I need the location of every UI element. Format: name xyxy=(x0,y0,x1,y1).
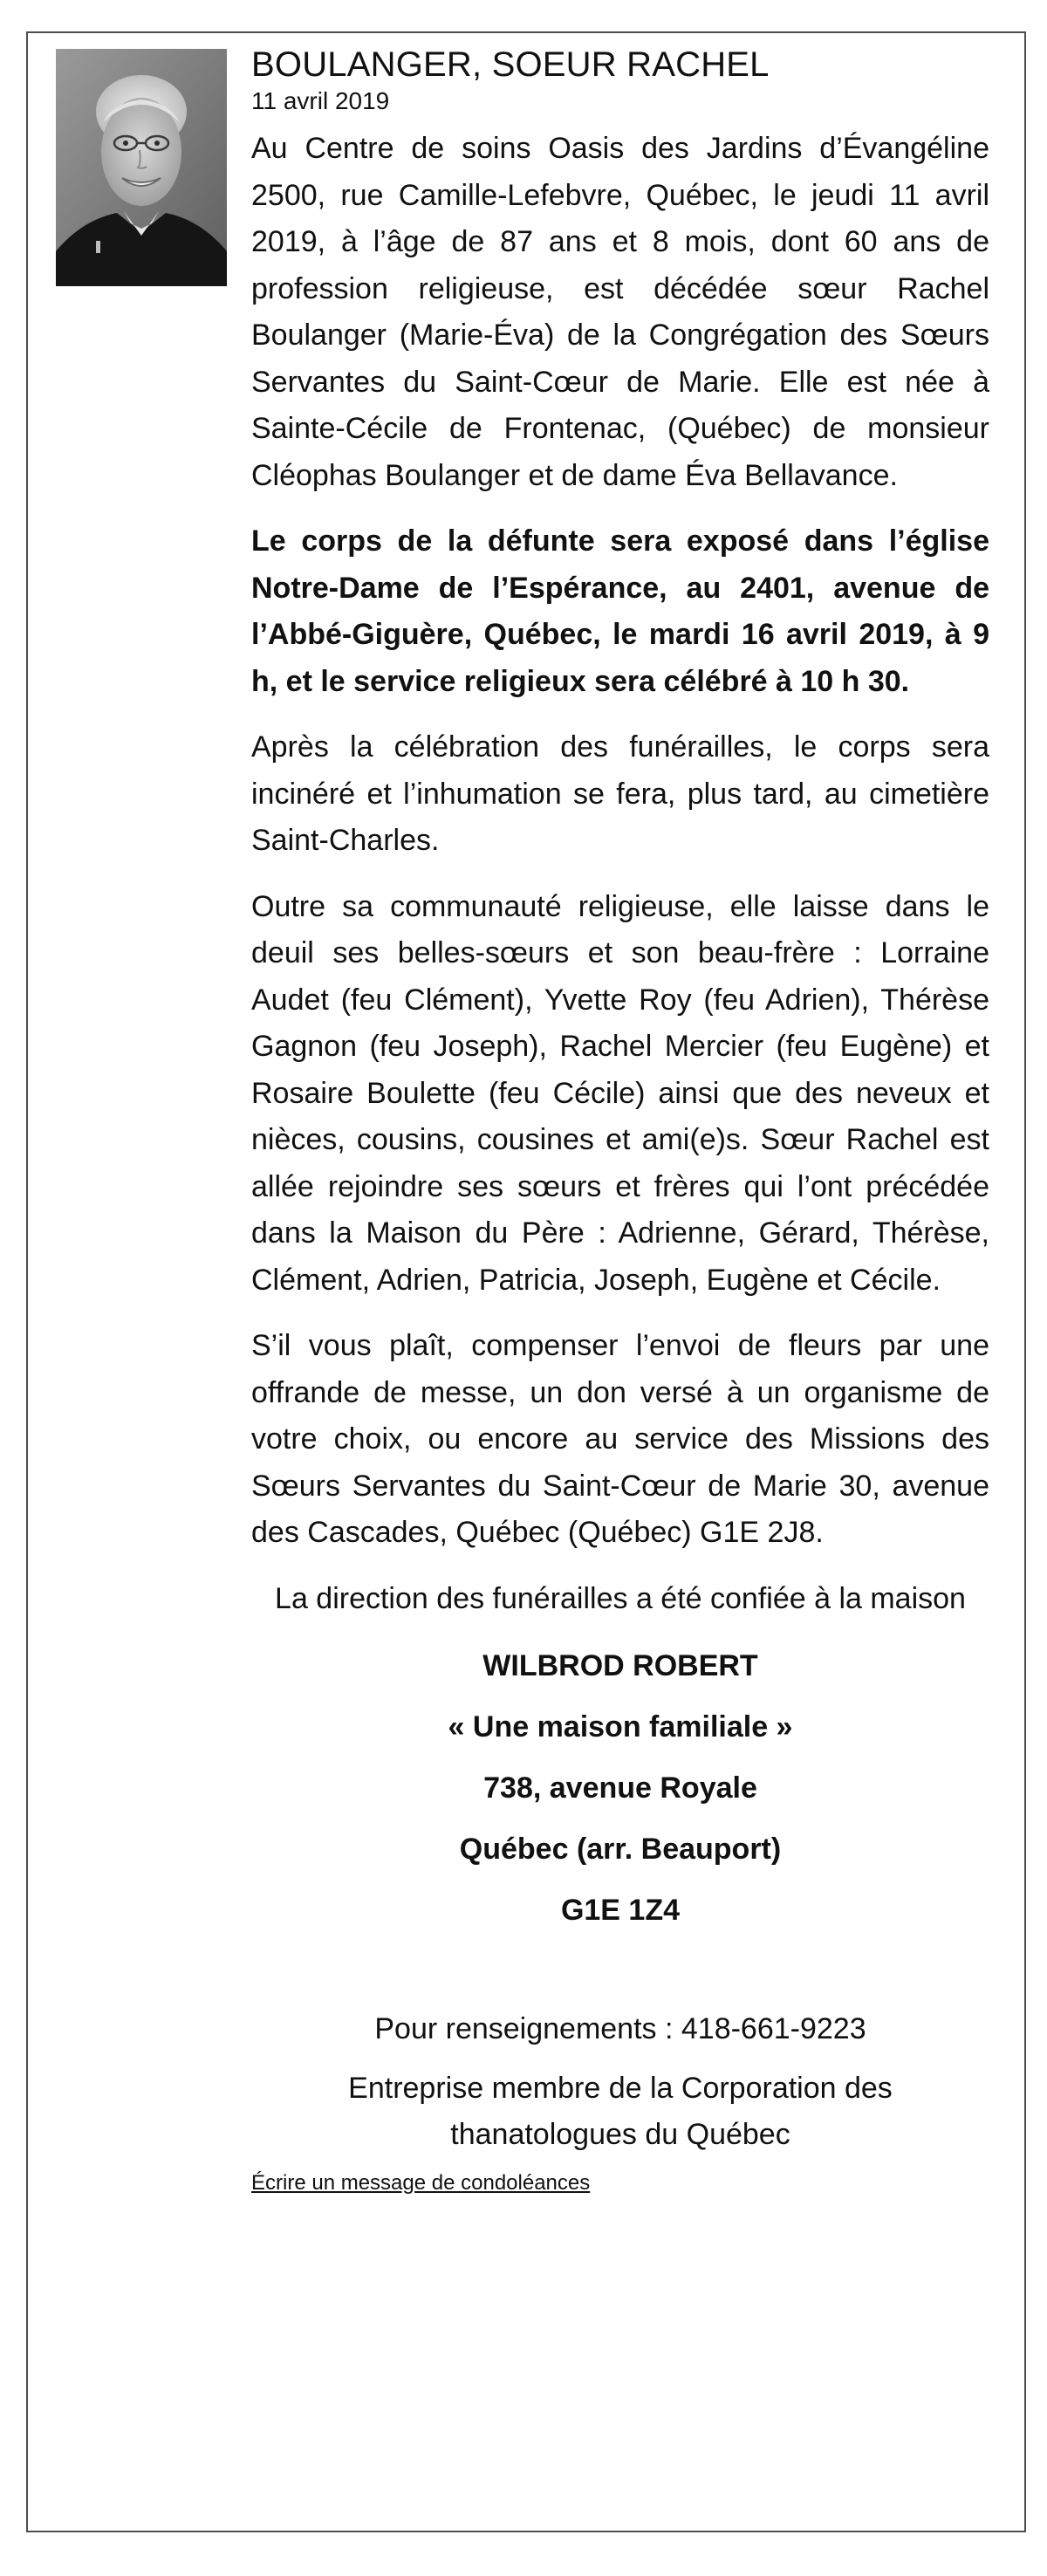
deceased-name: BOULANGER, SOEUR RACHEL xyxy=(251,45,770,84)
publication-date: 11 avril 2019 xyxy=(251,87,390,114)
funeral-home-name: WILBROD ROBERT xyxy=(482,1648,758,1682)
funeral-home-street: 738, avenue Royale xyxy=(483,1771,757,1805)
exposure-paragraph: Le corps de la défunte sera exposé dans l’église Notre-Dame de l’Espérance, au 2401, avenue de l’Abbé-Giguère, Québec, le mardi 16 avril 2019, à 9 h, et le service religieux sera célébré à 10 h 30. xyxy=(251,524,989,698)
death-paragraph: Au Centre de soins Oasis des Jardins d’Évangéline 2500, rue Camille-Lefebvre, Québec, le jeudi 11 avril 2019, à l’âge de 87 ans et 8 mois, dont 60 ans de profession religieuse, est décédée sœur Rachel Boulanger (Marie-Éva) de la Congrégation des Sœurs Servantes du Saint-Cœur de Marie. Elle est née à Sainte-Cécile de Frontenac, (Québec) de monsieur Cléophas Boulanger et de dame Éva Bellavance. xyxy=(251,132,989,492)
funeral-home-slogan: « Une maison familiale » xyxy=(448,1709,793,1744)
burial-paragraph: Après la célébration des funérailles, le corps sera incinéré et l’inhumation se fera, plus tard, au cimetière Saint-Charles. xyxy=(251,730,989,857)
info-phone: Pour renseignements : 418-661-9223 xyxy=(374,2011,866,2045)
portrait-photo xyxy=(56,49,227,286)
corporation-membership: Entreprise membre de la Corporation des thanatologues du Québec xyxy=(348,2071,893,2151)
obituary-content xyxy=(251,44,989,2196)
funeral-home-postal-code: G1E 1Z4 xyxy=(560,1893,681,1927)
funeral-home-city: Québec (arr. Beauport) xyxy=(459,1832,782,1866)
family-paragraph: Outre sa communauté religieuse, elle laisse dans le deuil ses belles-sœurs et son beau-frère : Lorraine Audet (feu Clément), Yvette Roy (feu Adrien), Thérèse Gagnon (feu Joseph), Rachel Mercier (feu Eugène) et Rosaire Boulette (feu Cécile) ainsi que des neveux et nièces, cousins, cousines et ami(e)s. Sœur Rachel est allée rejoindre ses sœurs et frères qui l’ont précédée dans la Maison du Père : Adrienne, Gérard, Thérèse, Clément, Adrien, Patricia, Joseph, Eugène et Cécile. xyxy=(251,889,989,1297)
write-condolence-link[interactable]: Écrire un message de condoléances xyxy=(251,2170,591,2195)
funeral-home-block xyxy=(251,1648,989,1928)
donations-paragraph: S’il vous plaît, compenser l’envoi de fleurs par une offrande de messe, un don versé à un organisme de votre choix, ou encore au service des Missions des Sœurs Servantes du Saint-Cœur de Marie 30, avenue des Cascades, Québec (Québec) G1E 2J8. xyxy=(251,1329,989,1549)
funeral-direction-intro: La direction des funérailles a été confiée à la maison xyxy=(275,1581,966,1615)
